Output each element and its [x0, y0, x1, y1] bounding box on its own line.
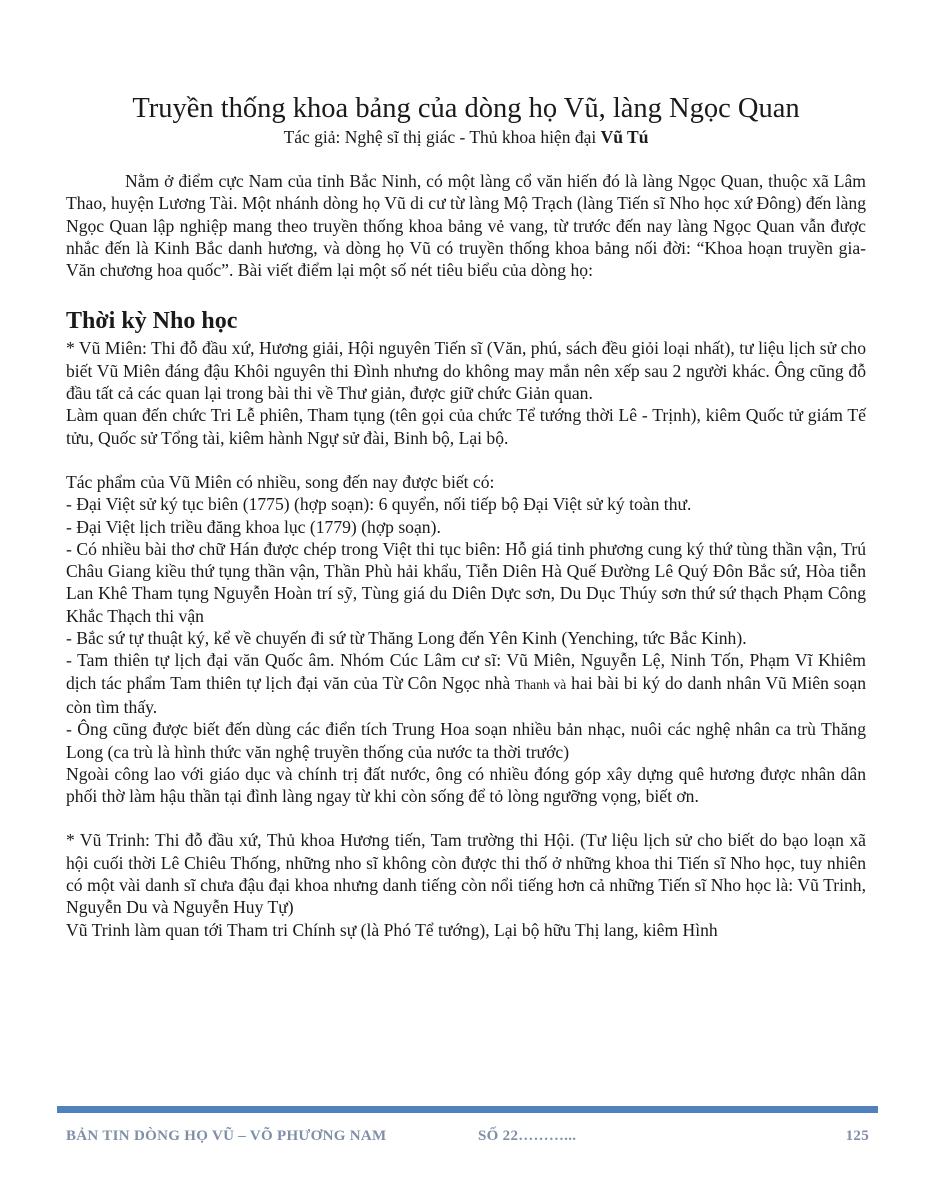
list-item [66, 649, 866, 718]
paragraph-vu-mien: * Vũ Miên: Thi đỗ đầu xứ, Hương giải, Hội nguyên Tiến sĩ (Văn, phú, sách đều giỏi loại nhất), tư liệu lịch sử cho biết Vũ Miên đáng đậu Khôi nguyên thi Đình nhưng do không may mắn nên xếp sau 2 người khác. Ông cũng đỗ đầu tất cả các quan lại trong bài thi về Thư giản, được giữ chức Giản quan. [66, 338, 866, 404]
intro-paragraph: Nằm ở điểm cực Nam của tỉnh Bắc Ninh, có một làng cổ văn hiến đó là làng Ngọc Quan, thuộc xã Lâm Thao, huyện Lương Tài. Một nhánh dòng họ Vũ di cư từ làng Mộ Trạch (làng Tiến sĩ Nho học xứ Đông) đến làng Ngọc Quan lập nghiệp mang theo truyền thống khoa bảng vẻ vang, từ trước đến nay làng Ngọc Quan vẫn được nhắc đến là Kinh Bắc danh hương, và dòng họ Vũ có truyền thống khoa bảng nối đời: “Khoa hoạn truyền gia-Văn chương hoa quốc”. Bài viết điểm lại một số nét tiêu biểu của dòng họ: [66, 171, 866, 281]
paragraph-vu-trinh-career: Vũ Trinh làm quan tới Tham tri Chính sự (là Phó Tể tướng), Lại bộ hữu Thị lang, kiêm Hình [66, 919, 718, 940]
section-title: Thời kỳ Nho học [66, 308, 238, 335]
spacer [66, 449, 866, 471]
list-item-text: - Tam thiên tự lịch đại văn Quốc âm. Nhóm Cúc Lâm cư sĩ: Vũ Miên, Nguyễn Lệ, Ninh Tốn, Phạm Vĩ Khiêm dịch tác phẩm Tam thiên tự lịch đại văn của Từ Côn Ngọc nhà [66, 650, 866, 693]
article-byline [66, 126, 866, 148]
paragraph-vu-trinh: * Vũ Trinh: Thi đỗ đầu xứ, Thủ khoa Hương tiến, Tam trường thi Hội. (Tư liệu lịch sử cho biết do bạo loạn xã hội cuối thời Lê Chiêu Thống, những nho sĩ không còn được thi thố ở những khoa thi Tiến sĩ Nho học, tuy nhiên có một vài danh sĩ chưa đậu đại khoa nhưng danh tiếng còn nổi tiếng hơn cả những Tiến sĩ Nho học là: Vũ Trinh, Nguyễn Du và Nguyễn Huy Tự) [66, 830, 866, 918]
list-item: - Có nhiều bài thơ chữ Hán được chép trong Việt thi tục biên: Hỗ giá tinh phương cung ký thứ tùng thần vận, Trú Châu Giang kiều thứ tụng thần vận, Thần Phù hải khẩu, Tiễn Diên Hà Quế Đường Lê Quý Đôn Bắc sứ, Hòa tiễn Lan Khê Tham tụng Nguyễn Hoàn trí sỹ, Tùng giá du Diên Dực sơn, Du Dục Thúy sơn thứ sứ thạch Phạm Công Khắc Thạch thi vận [66, 538, 866, 626]
spacer [66, 807, 866, 829]
article [66, 92, 866, 941]
author-name: Vũ Tú [600, 127, 649, 147]
footer-rule [57, 1106, 878, 1113]
list-item: - Đại Việt lịch triều đăng khoa lục (1779) (hợp soạn). [66, 516, 441, 537]
list-item: - Ông cũng được biết đến dùng các điển tích Trung Hoa soạn nhiều bản nhạc, nuôi các nghệ nhân ca trù Thăng Long (ca trù là hình thức văn nghệ truyền thống của nước ta thời trước) [66, 719, 866, 762]
footer-issue: SỐ 22………... [478, 1128, 577, 1144]
byline-prefix: Tác giả: Nghệ sĩ thị giác - Thủ khoa hiện đại [283, 127, 601, 147]
paragraph-career: Làm quan đến chức Tri Lễ phiên, Tham tụng (tên gọi của chức Tể tướng thời Lê - Trịnh), kiêm Quốc tử giám Tế tửu, Quốc sử Tổng tài, kiêm hành Ngự sử đài, Binh bộ, Lại bộ. [66, 405, 866, 448]
list-item-text: hai bài bi ký do danh nhân Vũ Miên soạn còn tìm thấy. [66, 672, 866, 717]
paragraph-contributions: Ngoài công lao với giáo dục và chính trị đất nước, ông có nhiều đóng góp xây dựng quê hương được nhân dân phối thờ làm hậu thần tại đình làng ngay từ khi còn sống để tỏ lòng ngưỡng vọng, biết ơn. [66, 763, 866, 807]
page-number: 125 [845, 1128, 869, 1144]
list-item-small-text: Thanh và [515, 676, 567, 692]
footer-publication: BẢN TIN DÒNG HỌ VŨ – VÕ PHƯƠNG NAM [66, 1128, 387, 1144]
article-title: Truyền thống khoa bảng của dòng họ Vũ, làng Ngọc Quan [132, 93, 800, 124]
article-body [66, 170, 866, 941]
list-item: - Đại Việt sử ký tục biên (1775) (hợp soạn): 6 quyển, nối tiếp bộ Đại Việt sử ký toàn thư. [66, 494, 692, 515]
list-item: - Bắc sứ tự thuật ký, kể về chuyến đi sứ từ Thăng Long đến Yên Kinh (Yenching, tức Bắc Kinh). [66, 628, 747, 649]
paragraph-works-intro: Tác phẩm của Vũ Miên có nhiều, song đến nay được biết có: [66, 471, 495, 492]
page-footer [66, 1128, 869, 1150]
